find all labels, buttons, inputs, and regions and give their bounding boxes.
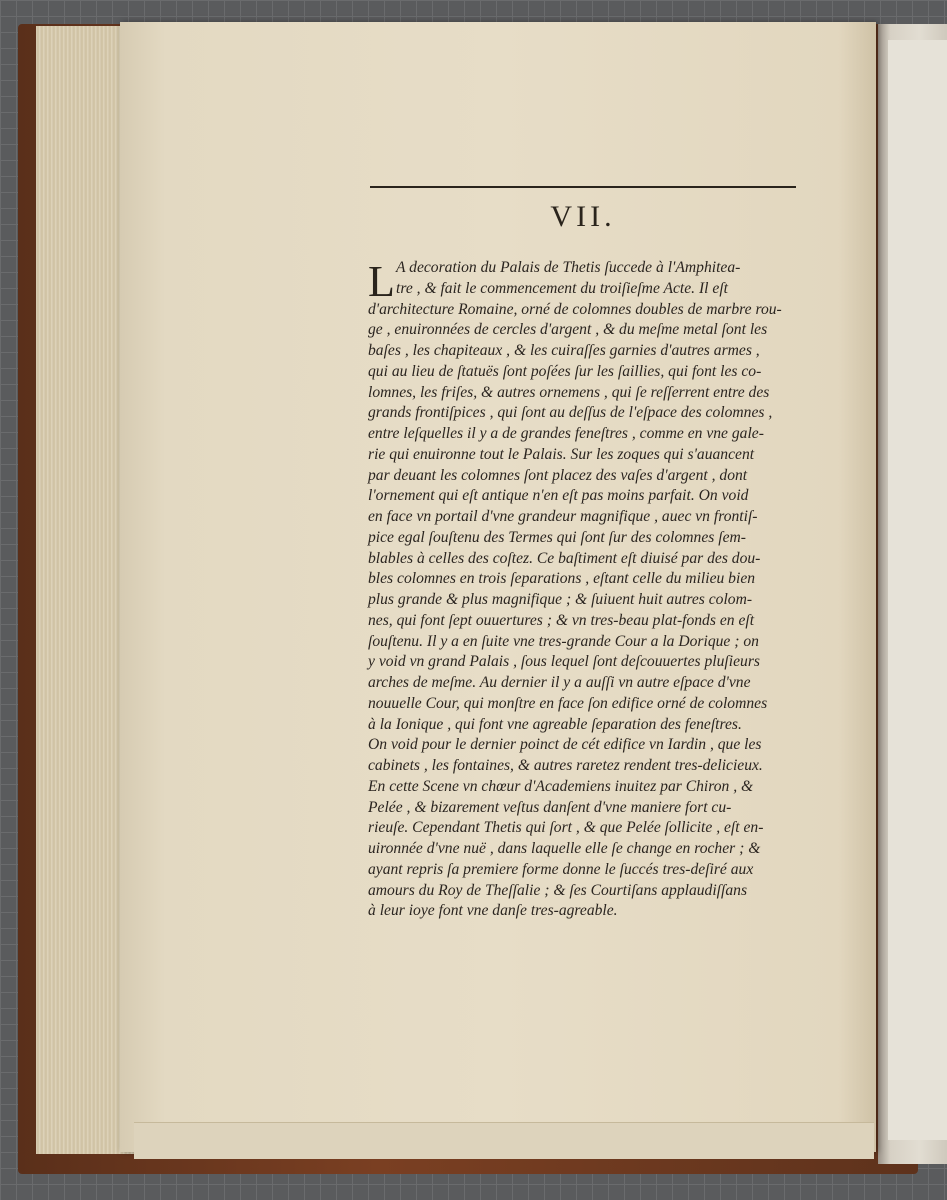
text-line: d'architecture Romaine, orné de colomnes doubles de marbre rou- <box>368 300 782 318</box>
text-line: rieuſe. Cependant Thetis qui ſort , & que Pelée ſollicite , eſt en- <box>368 819 764 837</box>
text-line: arches de meſme. Au dernier il y a auſſi vn autre eſpace d'vne <box>368 674 751 691</box>
text-line: On void pour le dernier poinct de cét edifice vn Iardin , que les <box>368 736 762 754</box>
text-line: bles colomnes en trois ſeparations , eſtant celle du milieu bien <box>368 570 756 588</box>
chapter-title: VII. <box>550 200 616 233</box>
text-line: tre , & fait le commencement du troiſieſme Acte. Il eſt <box>396 279 728 297</box>
text-line: plus grande & plus magnifique ; & ſuiuent huit autres colom- <box>368 591 753 608</box>
text-line: ge , enuironnées de cercles d'argent , & du meſme metal ſont les <box>368 321 768 339</box>
header-rule <box>370 186 796 188</box>
text-line: à leur ioye font vne danſe tres-agreable. <box>368 902 618 920</box>
right-page-inner <box>888 40 947 1140</box>
text-line: cabinets , les fontaines, & autres raretez rendent tres-delicieux. <box>368 757 763 774</box>
text-line: amours du Roy de Theſſalie ; & ſes Courtiſans applaudiſſans <box>368 881 748 899</box>
text-line: y void vn grand Palais , ſous lequel ſont deſcouuertes pluſieurs <box>368 653 760 671</box>
text-line: nes, qui font ſept ouuertures ; & vn tres-beau plat-fonds en eſt <box>368 611 755 629</box>
text-line: uironnée d'vne nuë , dans laquelle elle ſe change en rocher ; & <box>368 840 761 857</box>
text-line: entre leſquelles il y a de grandes feneſtres , comme en vne gale- <box>368 425 764 442</box>
text-line: lomnes, les friſes, & autres ornemens , qui ſe reſſerrent entre des <box>368 383 770 401</box>
text-line: Pelée , & bizarement veſtus danſent d'vne maniere fort cu- <box>368 798 732 816</box>
text-line: qui au lieu de ſtatuës ſont poſées ſur les ſaillies, qui font les co- <box>368 362 762 380</box>
text-line: baſes , les chapiteaux , & les cuiraſſes garnies d'autres armes , <box>368 342 760 359</box>
text-line: à la Ionique , qui font vne agreable ſeparation des feneſtres. <box>368 715 742 733</box>
text-line: rie qui enuironne tout le Palais. Sur les zoques qui s'auancent <box>368 445 755 463</box>
text-line: en face vn portail d'vne grandeur magnifique , auec vn frontiſ- <box>368 508 758 525</box>
body-text <box>368 258 808 922</box>
text-line: ſouſtenu. Il y a en ſuite vne tres-grande Cour a la Dorique ; on <box>368 632 759 650</box>
text-line: En cette Scene vn chœur d'Academiens inuitez par Chiron , & <box>368 777 754 795</box>
page-foot-edge <box>134 1122 874 1159</box>
text-line: pice egal ſouſtenu des Termes qui ſont ſur des colomnes ſem- <box>368 528 746 546</box>
text-line: grands frontiſpices , qui ſont au deſſus de l'eſpace des colomnes , <box>368 404 773 422</box>
text-line: par deuant les colomnes ſont placez des vaſes d'argent , dont <box>368 466 748 484</box>
text-line: ayant repris ſa premiere forme donne le ſuccés tres-deſiré aux <box>368 860 754 878</box>
drop-cap: L <box>368 257 395 306</box>
text-line: blables à celles des coſtez. Ce baſtiment eſt diuisé par des dou- <box>368 549 761 567</box>
text-line: A decoration du Palais de Thetis ſuccede à l'Amphitea- <box>396 259 741 276</box>
text-line: nouuelle Cour, qui monſtre en face ſon edifice orné de colomnes <box>368 694 768 712</box>
text-line: l'ornement qui eſt antique n'en eſt pas moins parfait. On void <box>368 487 749 505</box>
